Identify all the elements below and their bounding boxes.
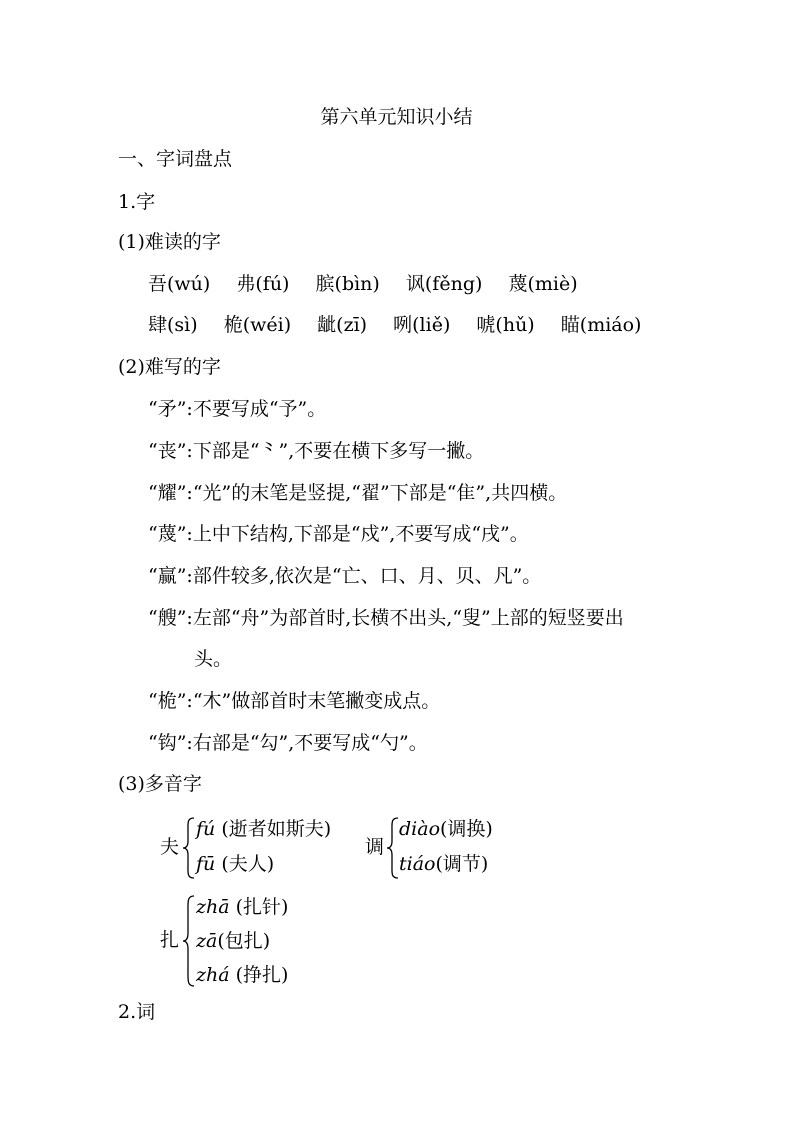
- writing-note: “丧”:下部是“⺀”,不要在横下多写一撇。: [148, 440, 485, 462]
- polyphone-reading: zā(包扎): [196, 930, 271, 952]
- writing-note-continuation: 头。: [194, 648, 233, 670]
- writing-note: “桅”:“木”做部首时末笔撇变成点。: [148, 690, 441, 712]
- polyphone-reading: fú (逝者如斯夫): [196, 818, 332, 840]
- polyphone-group-fu: [160, 815, 360, 885]
- polyphone-group-diao: [365, 815, 515, 885]
- polyphone-reading: diào(调换): [399, 818, 493, 840]
- pinyin-entry: 讽(fěng): [405, 273, 483, 295]
- left-brace-icon: [182, 895, 196, 987]
- pinyin-entry: 龇(zī): [317, 314, 368, 336]
- subheading-hard-to-read: (1)难读的字: [118, 231, 221, 253]
- polyphone-group-zha: [160, 893, 340, 993]
- pinyin-entry: 桅(wéi): [223, 314, 292, 336]
- pinyin-entry: 肆(sì): [148, 314, 198, 336]
- pinyin-entry: 唬(hǔ): [476, 314, 535, 336]
- pinyin-entry: 蔑(miè): [508, 273, 578, 295]
- subheading-hard-to-write: (2)难写的字: [118, 356, 221, 378]
- hard-to-read-row-2: [148, 313, 641, 337]
- left-brace-icon: [386, 817, 400, 879]
- hard-to-read-row-1: [148, 272, 578, 296]
- part-heading-characters: 1.字: [118, 191, 156, 213]
- pinyin-entry: 吾(wú): [148, 273, 211, 295]
- section-heading: 一、字词盘点: [118, 148, 233, 170]
- part-heading-words: 2.词: [118, 1001, 156, 1023]
- writing-note: “艘”:左部“舟”为部首时,长横不出头,“叟”上部的短竖要出: [148, 607, 624, 629]
- pinyin-entry: 瞄(miáo): [560, 314, 642, 336]
- subheading-polyphones: (3)多音字: [118, 773, 202, 795]
- polyphone-reading: zhā (扎针): [196, 896, 289, 918]
- polyphone-reading: zhá (挣扎): [196, 964, 289, 986]
- writing-note: “赢”:部件较多,依次是“亡、口、月、贝、凡”。: [148, 565, 542, 587]
- writing-note: “耀”:“光”的末笔是竖提,“翟”下部是“隹”,共四横。: [148, 482, 568, 504]
- writing-note: “矛”:不要写成“予”。: [148, 398, 327, 420]
- left-brace-icon: [182, 817, 196, 879]
- pinyin-entry: 弗(fú): [236, 273, 290, 295]
- writing-note: “钩”:右部是“勾”,不要写成“勺”。: [148, 732, 428, 754]
- polyphone-reading: tiáo(调节): [399, 853, 489, 875]
- page-title: 第六单元知识小结: [320, 106, 473, 128]
- pinyin-entry: 咧(liě): [393, 314, 451, 336]
- polyphone-char: 调: [365, 836, 385, 858]
- writing-note: “蔑”:上中下结构,下部是“戍”,不要写成“戌”。: [148, 523, 529, 545]
- pinyin-entry: 膑(bìn): [315, 273, 380, 295]
- polyphone-char: 夫: [160, 836, 180, 858]
- polyphone-reading: fū (夫人): [196, 853, 275, 875]
- polyphone-char: 扎: [160, 929, 180, 951]
